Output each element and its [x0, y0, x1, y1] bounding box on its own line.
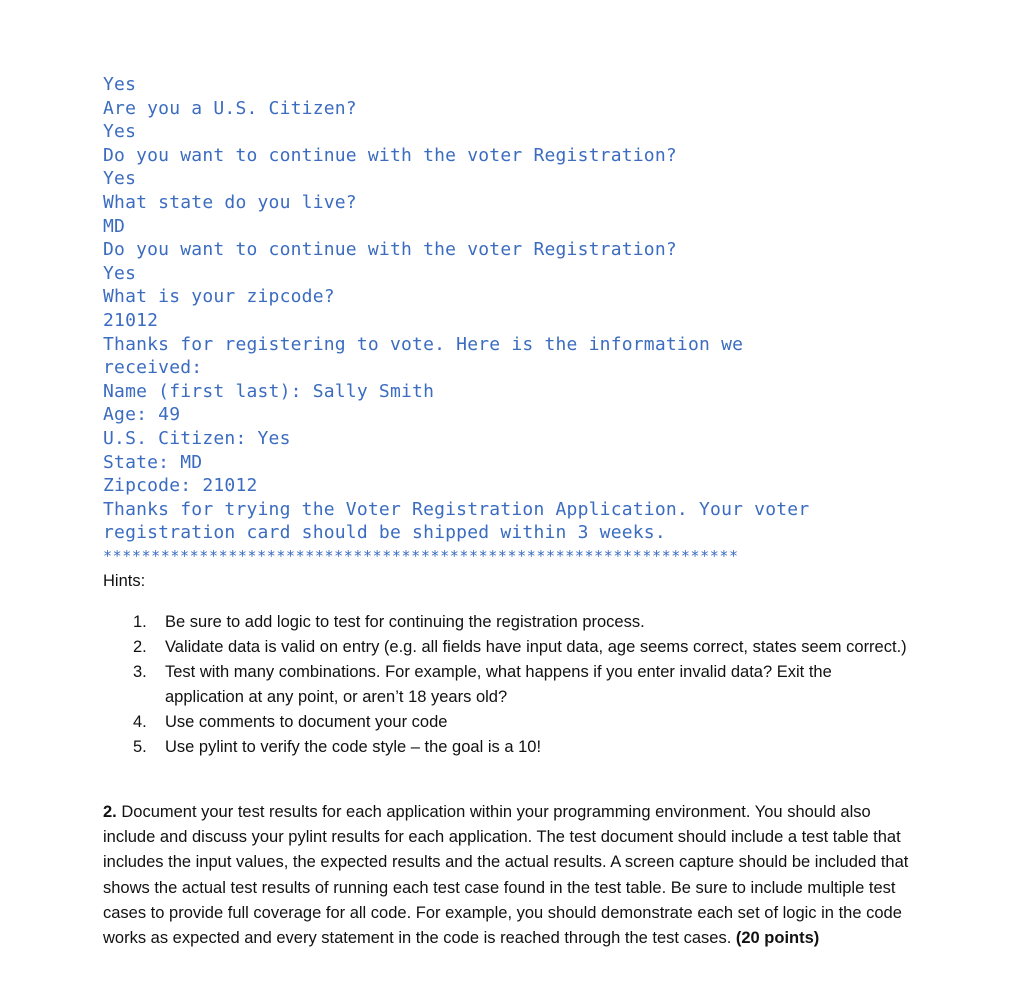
console-line: registration card should be shipped within 3 weeks.	[103, 522, 666, 544]
list-item	[133, 660, 913, 710]
console-line: What is your zipcode?	[103, 286, 335, 308]
list-number: 4.	[133, 713, 147, 731]
section-number: 2.	[103, 803, 117, 821]
console-line: Do you want to continue with the voter Registration?	[103, 239, 677, 261]
list-text: Use pylint to verify the code style – the goal is a 10!	[165, 738, 542, 756]
list-text: Validate data is valid on entry (e.g. all fields have input data, age seems correct, states seem correct.)	[165, 638, 907, 656]
section-2-paragraph	[103, 800, 918, 951]
console-line: What state do you live?	[103, 191, 357, 213]
list-item	[133, 735, 913, 760]
list-item	[133, 635, 913, 660]
console-line: Yes	[103, 121, 137, 143]
list-item	[133, 710, 913, 735]
console-line: received:	[103, 357, 203, 379]
console-line: Yes	[103, 168, 137, 190]
list-number: 5.	[133, 738, 147, 756]
list-item	[133, 610, 913, 635]
points-label: (20 points)	[731, 929, 820, 948]
console-line: Yes	[103, 74, 137, 95]
section-text: Document your test results for each application within your programming environment. You should also include and discuss your pylint results for each application. The test document should include a test table that includes the input values, the expected results and the actual results. A screen capture should be included that shows the actual test results of running each test case found in the test table. Be sure to include multiple test cases to provide full coverage for all code. For example, you should demonstrate each set of logic in the code works as expected and every statement in the code is reached through the test cases.	[103, 803, 909, 948]
list-number: 2.	[133, 638, 147, 656]
list-number: 1.	[133, 613, 147, 631]
console-line: Name (first last): Sally Smith	[103, 380, 435, 402]
console-line: Thanks for trying the Voter Registration Application. Your voter	[103, 498, 810, 520]
console-line: Yes	[103, 262, 137, 284]
list-text: Use comments to document your code	[165, 713, 448, 731]
console-line: U.S. Citizen: Yes	[103, 427, 291, 449]
console-line: State: MD	[103, 451, 203, 473]
list-number: 3.	[133, 663, 147, 681]
star-divider: ******************************************************************	[103, 546, 739, 565]
console-line: Do you want to continue with the voter Registration?	[103, 144, 677, 166]
hints-heading: Hints:	[103, 572, 146, 590]
console-line: Thanks for registering to vote. Here is the information we	[103, 333, 744, 355]
console-line: 21012	[103, 309, 159, 331]
console-line: Are you a U.S. Citizen?	[103, 97, 357, 119]
list-text: Be sure to add logic to test for continuing the registration process.	[165, 613, 645, 631]
list-text: Test with many combinations. For example, what happens if you enter invalid data? Exit the application at any point, or aren’t 18 years old?	[165, 663, 832, 706]
console-line: Age: 49	[103, 404, 181, 426]
hints-list	[133, 610, 913, 760]
console-line: MD	[103, 215, 126, 237]
console-line: Zipcode: 21012	[103, 475, 258, 497]
console-output	[103, 73, 933, 567]
